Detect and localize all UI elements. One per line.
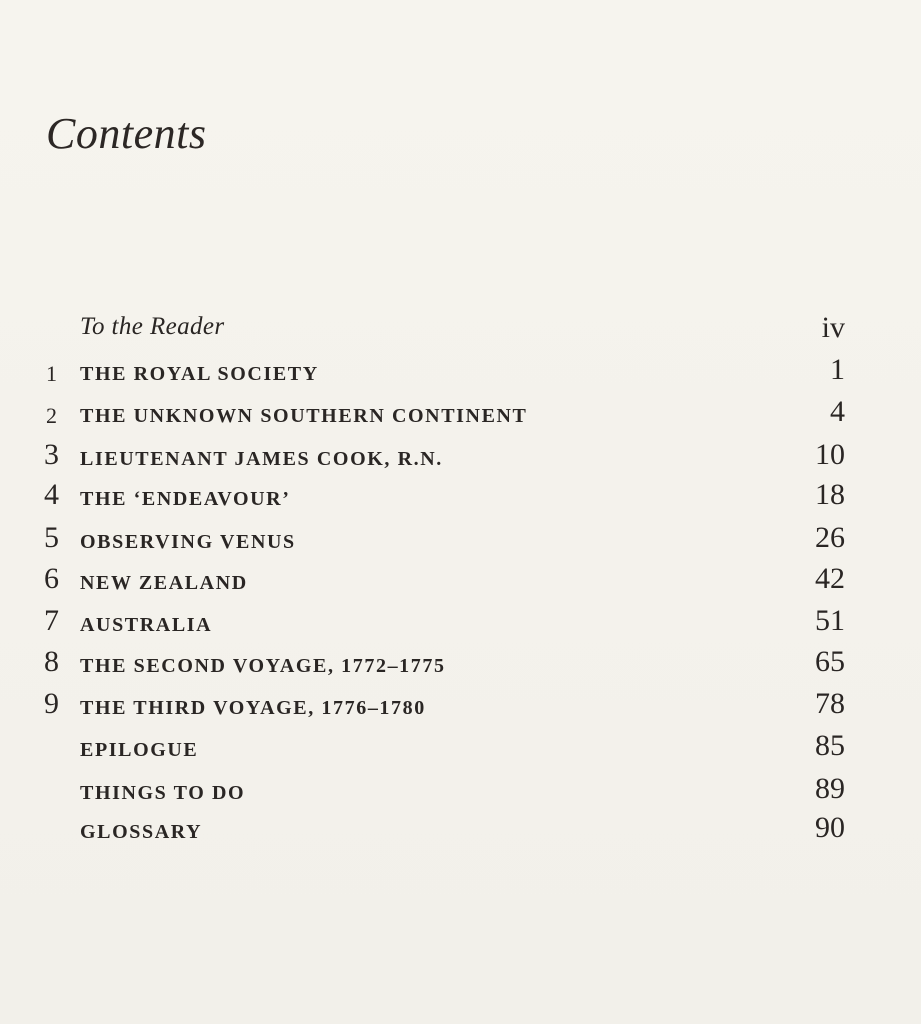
toc-entry-page: iv: [821, 311, 845, 344]
toc-entry-number: 8: [44, 645, 59, 678]
toc-entry-unknown-southern-continent[interactable]: [0, 397, 921, 433]
toc-entry-number: 6: [44, 562, 59, 595]
toc-entry-title: EPILOGUE: [80, 739, 199, 761]
toc-entry-title: OBSERVING VENUS: [80, 531, 296, 553]
toc-entry-page: 85: [815, 729, 845, 762]
toc-entry-title: GLOSSARY: [80, 821, 203, 843]
toc-entry-title: NEW ZEALAND: [80, 572, 248, 594]
toc-entry-page: 78: [815, 687, 845, 720]
toc-entry-page: 4: [830, 395, 845, 428]
toc-entry-title: THINGS TO DO: [80, 782, 246, 804]
toc-entry-title: THE SECOND VOYAGE, 1772–1775: [80, 655, 446, 677]
toc-entry-australia[interactable]: [0, 606, 921, 642]
toc-entry-page: 10: [815, 438, 845, 471]
toc-entry-number: 7: [44, 604, 59, 637]
toc-entry-title: To the Reader: [80, 313, 225, 340]
toc-entry-page: 18: [815, 478, 845, 511]
toc-entry-number: 1: [46, 361, 57, 386]
toc-entry-third-voyage[interactable]: [0, 689, 921, 725]
toc-entry-title: LIEUTENANT JAMES COOK, R.N.: [80, 448, 443, 470]
toc-entry-title: AUSTRALIA: [80, 614, 213, 636]
toc-entry-page: 65: [815, 645, 845, 678]
toc-entry-royal-society[interactable]: [0, 355, 921, 391]
toc-entry-things-to-do[interactable]: [0, 774, 921, 810]
toc-entry-page: 42: [815, 562, 845, 595]
toc-entry-epilogue[interactable]: [0, 731, 921, 767]
toc-entry-new-zealand[interactable]: [0, 564, 921, 600]
toc-entry-page: 89: [815, 772, 845, 805]
toc-entry-endeavour[interactable]: [0, 480, 921, 516]
toc-entry-number: 4: [44, 478, 59, 511]
toc-entry-page: 1: [830, 353, 845, 386]
toc-entry-number: 2: [46, 403, 57, 428]
toc-entry-number: 5: [44, 521, 59, 554]
toc-entry-title: THE THIRD VOYAGE, 1776–1780: [80, 697, 426, 719]
toc-entry-lieutenant-james-cook[interactable]: [0, 440, 921, 476]
toc-entry-page: 26: [815, 521, 845, 554]
toc-entry-page: 51: [815, 604, 845, 637]
toc-entry-number: 3: [44, 438, 59, 471]
toc-entry-page: 90: [815, 811, 845, 844]
toc-entry-second-voyage[interactable]: [0, 647, 921, 683]
toc-entry-number: 9: [44, 687, 59, 720]
toc-entry-to-the-reader[interactable]: [0, 313, 921, 349]
toc-entry-title: THE ROYAL SOCIETY: [80, 363, 319, 385]
toc-entry-title: THE UNKNOWN SOUTHERN CONTINENT: [80, 405, 528, 427]
toc-entry-glossary[interactable]: [0, 813, 921, 849]
toc-entry-observing-venus[interactable]: [0, 523, 921, 559]
page-title: Contents: [46, 109, 207, 158]
toc-entry-title: THE ‘ENDEAVOUR’: [80, 488, 291, 510]
